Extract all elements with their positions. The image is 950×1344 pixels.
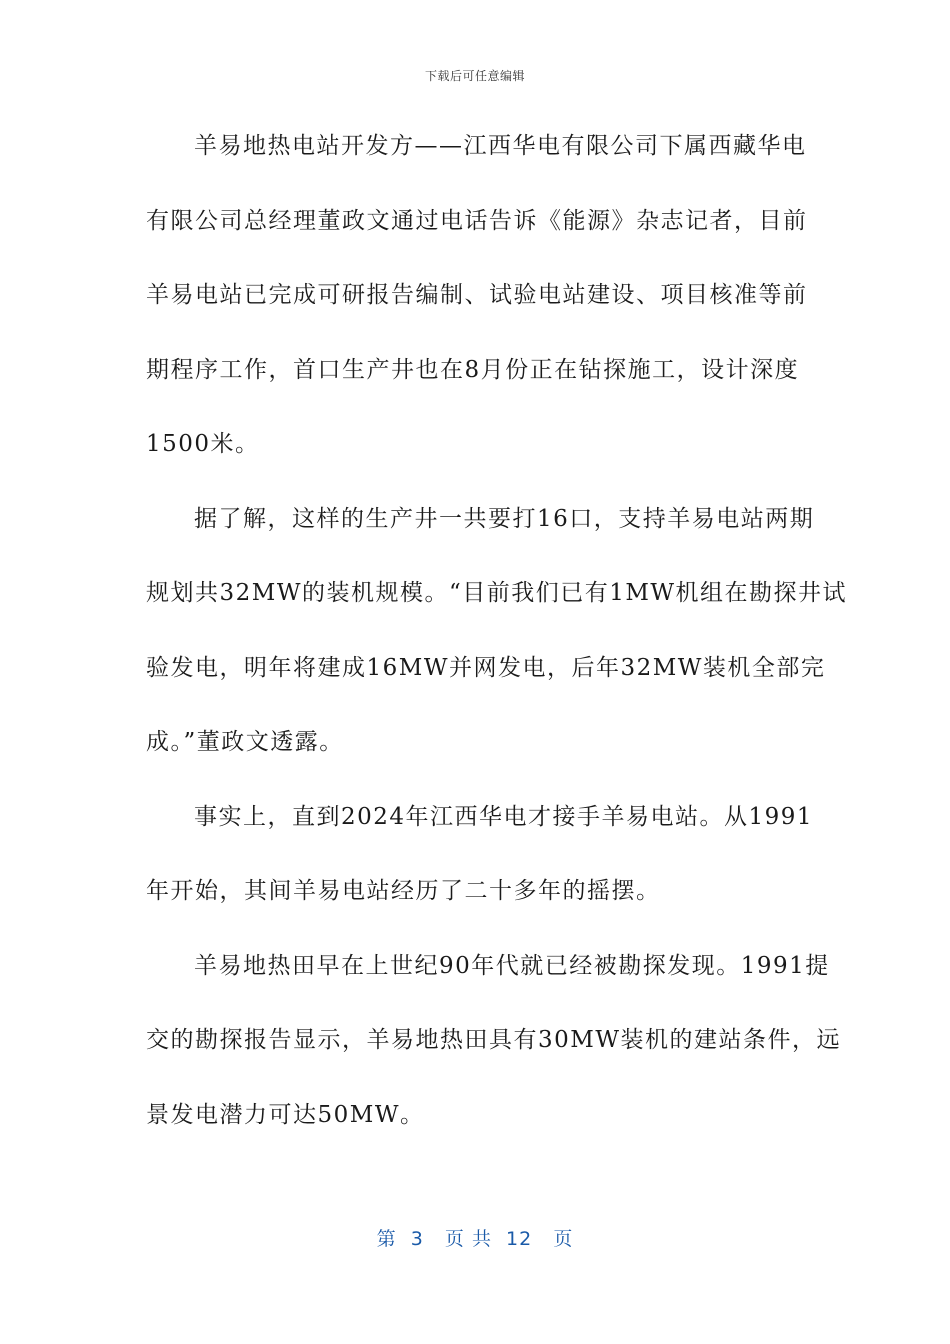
body-line: 验发电，明年将建成16MW并网发电，后年32MW装机全部完 <box>146 654 826 681</box>
body-line: 有限公司总经理董政文通过电话告诉《能源》杂志记者，目前 <box>146 207 808 234</box>
body-line: 交的勘探报告显示，羊易地热田具有30MW装机的建站条件，远 <box>146 1027 841 1053</box>
body-line: 1500米。 <box>146 431 260 457</box>
body-line: 期程序工作，首口生产井也在8月份正在钻探施工，设计深度 <box>146 356 800 383</box>
body-line: 规划共32MW的装机规模。“目前我们已有1MW机组在勘探井试 <box>146 580 848 606</box>
page-number-footer: 第 3 页 共 12 页 <box>376 1228 574 1250</box>
body-line: 羊易电站已完成可研报告编制、试验电站建设、项目核准等前 <box>146 282 808 308</box>
header-note: 下载后可任意编辑 <box>424 69 525 83</box>
body-line: 成。”董政文透露。 <box>146 729 344 755</box>
body-line: 景发电潜力可达50MW。 <box>146 1101 425 1128</box>
body-line: 羊易地热田早在上世纪90年代就已经被勘探发现。1991提 <box>194 952 830 979</box>
body-line: 羊易地热电站开发方——江西华电有限公司下属西藏华电 <box>194 133 807 159</box>
body-line: 据了解，这样的生产井一共要打16口，支持羊易电站两期 <box>194 505 815 532</box>
document-body <box>146 120 848 1163</box>
body-line: 事实上，直到2024年江西华电才接手羊易电站。从1991 <box>194 803 814 830</box>
body-line: 年开始，其间羊易电站经历了二十多年的摇摆。 <box>146 878 661 904</box>
